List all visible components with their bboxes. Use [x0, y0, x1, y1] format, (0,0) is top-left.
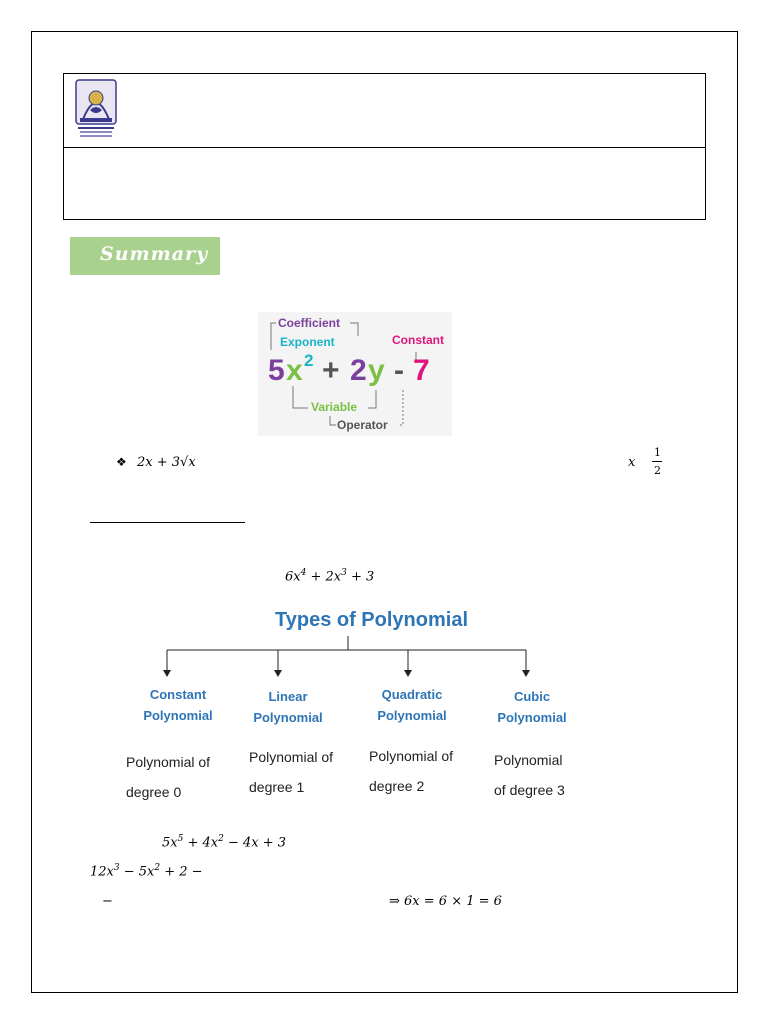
- type-constant-polynomial: Constant Polynomial: [143, 687, 213, 723]
- term1-variable: x: [286, 354, 303, 387]
- minus-operator: -: [394, 354, 404, 387]
- constant-label: Constant: [392, 333, 444, 347]
- fraction-numerator: 1: [654, 446, 661, 459]
- term1-exponent: 2: [304, 351, 314, 370]
- types-title: Types of Polynomial: [275, 609, 468, 631]
- variable-label: Variable: [311, 400, 358, 414]
- bullet-icon: ❖: [116, 455, 127, 469]
- dash-symbol: −: [102, 894, 113, 909]
- type-quadratic-polynomial: Quadratic Polynomial: [377, 687, 447, 723]
- type-cubic-description: Polynomial of degree 3: [494, 752, 565, 798]
- constant-value: 7: [413, 354, 430, 387]
- term1-coefficient: 5: [268, 354, 285, 387]
- type-quadratic-description: Polynomial of degree 2: [369, 748, 454, 794]
- type-cubic-polynomial: Cubic Polynomial: [497, 689, 567, 725]
- summary-label: Summary: [100, 243, 209, 265]
- evaluation-result: ⇒ 6x = 6 × 1 = 6: [389, 894, 502, 909]
- fraction-denominator: 2: [654, 464, 661, 477]
- type-constant-description: Polynomial of degree 0: [126, 754, 211, 800]
- example-variable: x: [628, 455, 636, 470]
- type-linear-description: Polynomial of degree 1: [249, 749, 334, 795]
- term2-variable: y: [368, 354, 385, 387]
- polynomial-example-1: $5x^5 + 4x^2 - 4x + 3$: [162, 834, 287, 851]
- polynomial-example-2: $12x^3 - 5x^2 + 2$ −: [90, 863, 203, 880]
- type-linear-polynomial: Linear Polynomial: [253, 689, 323, 725]
- degree-example-expression: $6x^4 + 2x^3 + 3$: [285, 568, 375, 585]
- exponent-label: Exponent: [280, 335, 335, 349]
- operator-label: Operator: [337, 418, 388, 432]
- example-expression: 2x + 3√x: [137, 455, 196, 470]
- coefficient-label: Coefficient: [278, 316, 341, 330]
- plus-operator: +: [322, 354, 340, 387]
- term2-coefficient: 2: [350, 354, 367, 387]
